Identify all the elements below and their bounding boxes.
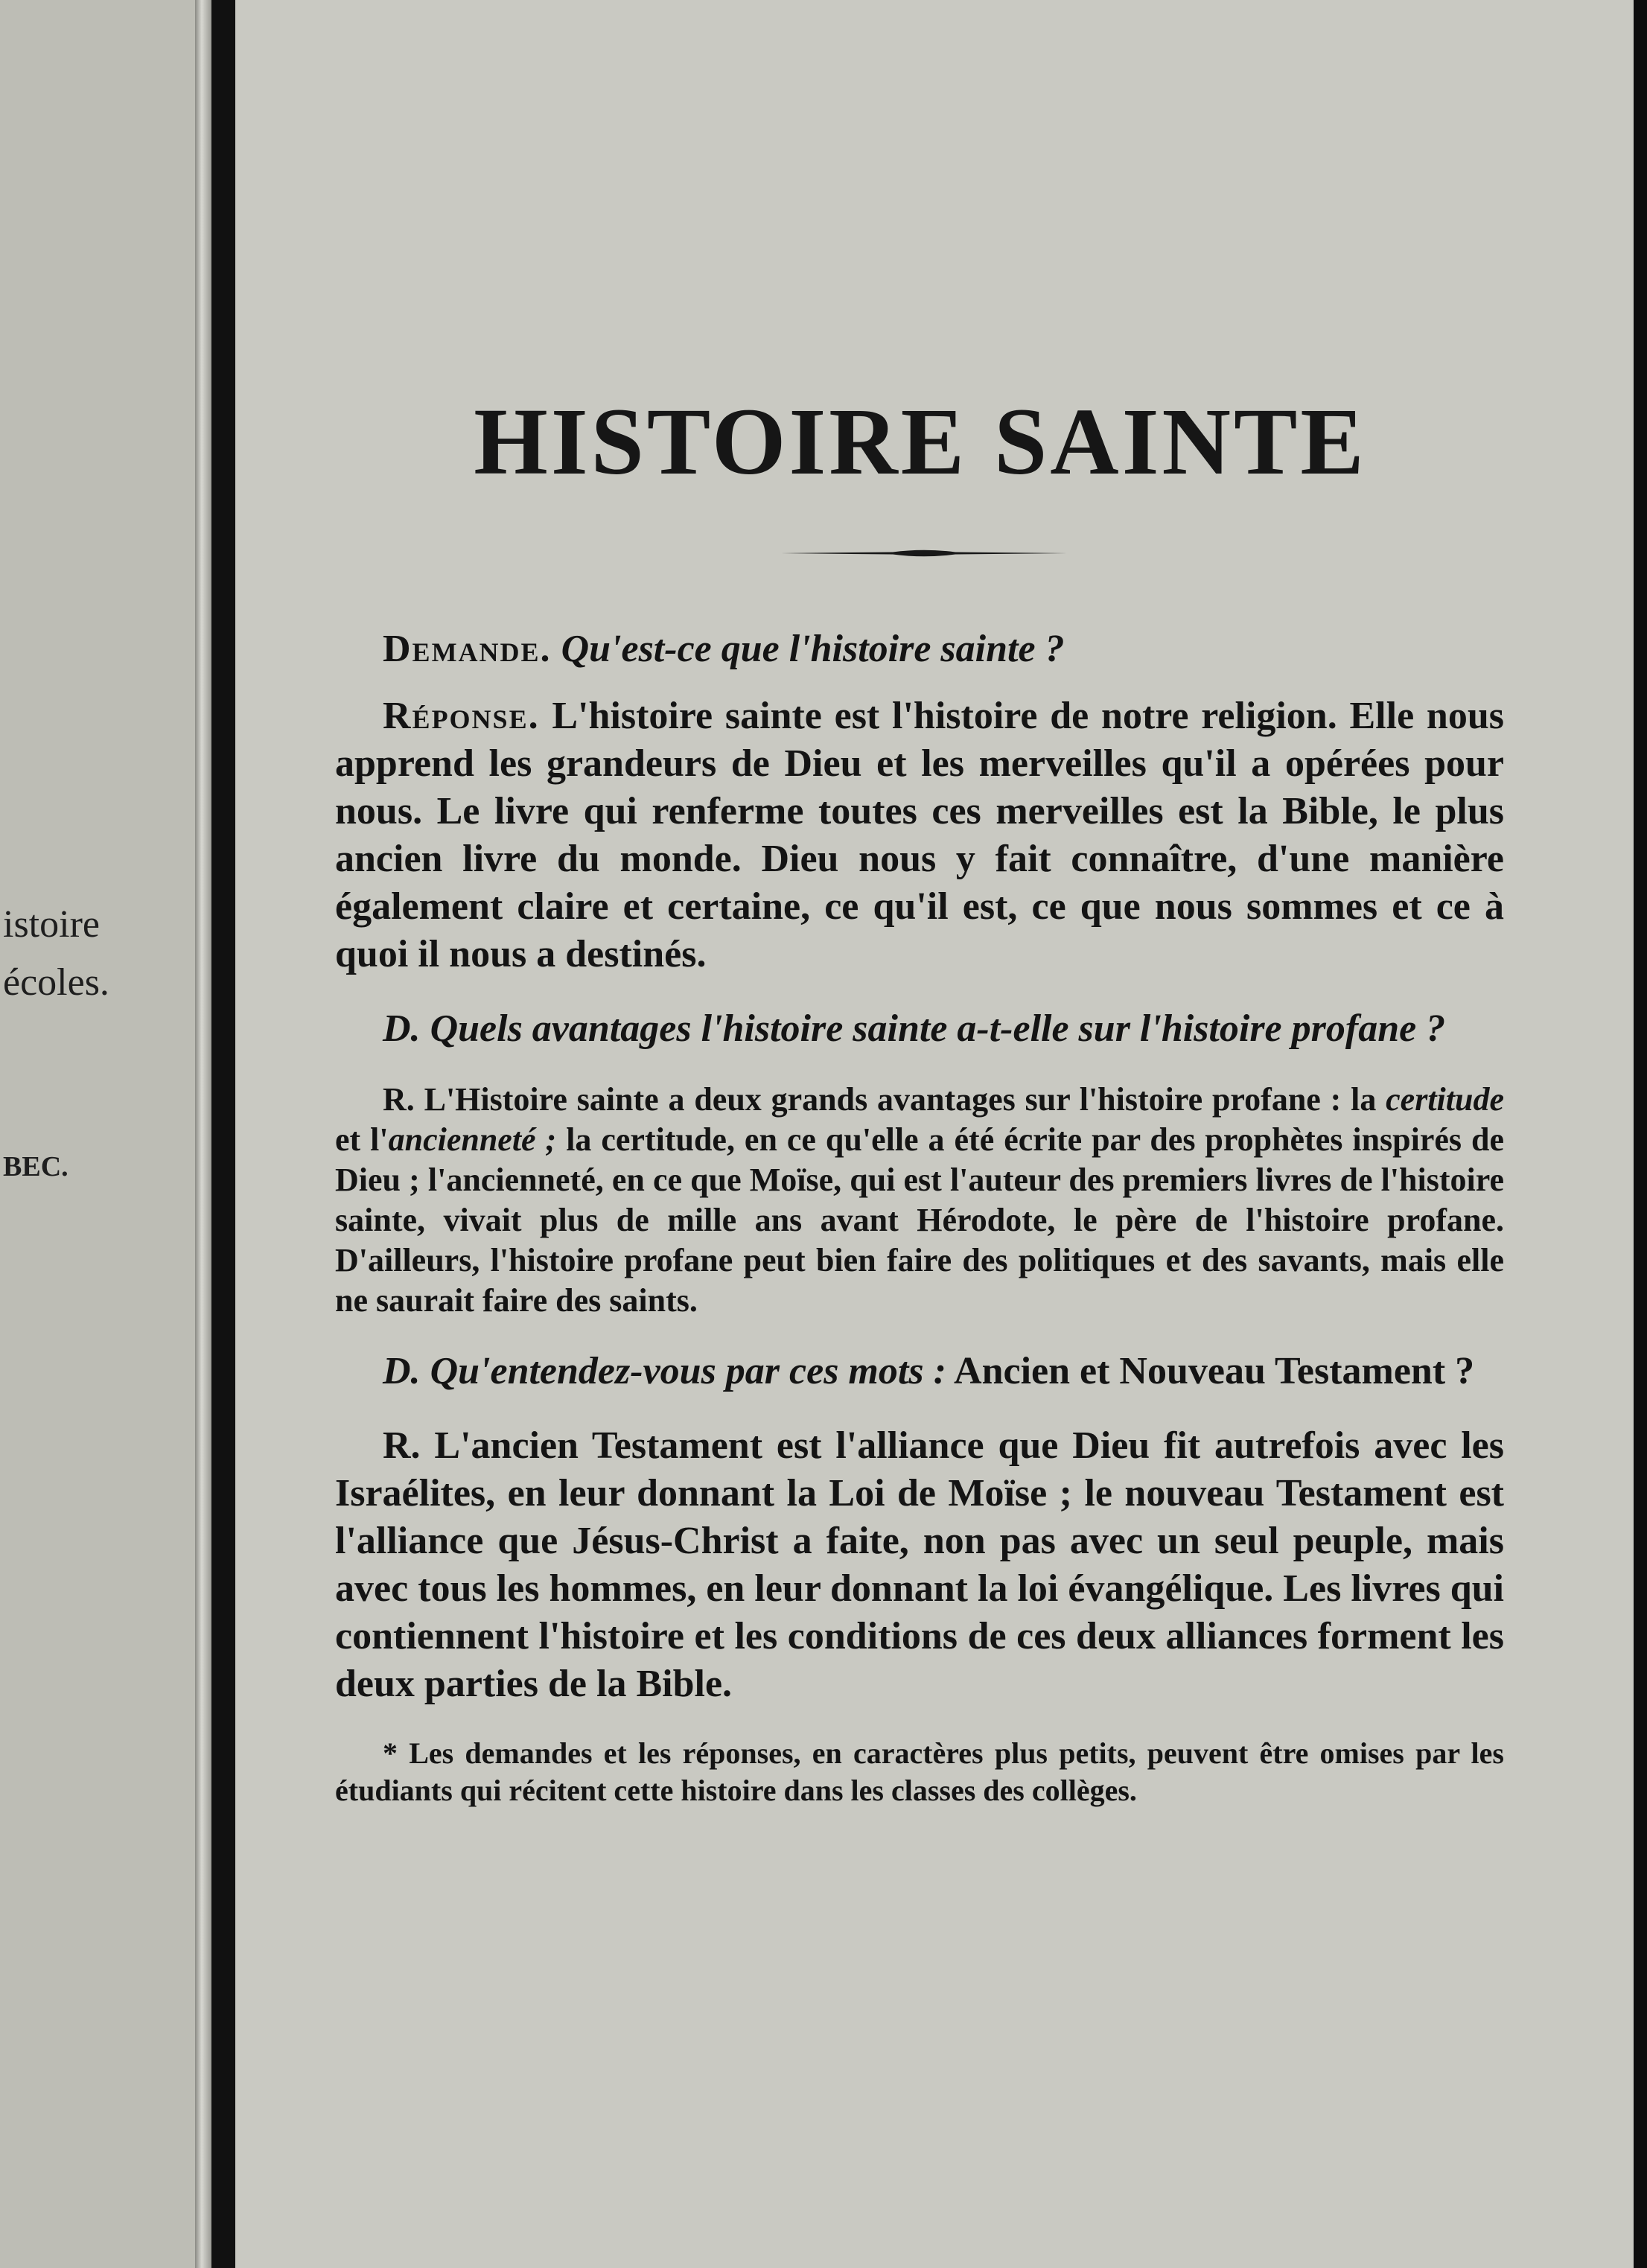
answer-text: L'Histoire sainte a deux grands avantages sur l'histoire profane : la — [424, 1081, 1377, 1118]
question-label: D. — [383, 1350, 421, 1392]
question-1 — [335, 625, 1504, 673]
question-text: Qu'est-ce que l'histoire sainte ? — [561, 628, 1065, 670]
question-text-roman: Ancien et Nouveau Testament ? — [954, 1350, 1475, 1392]
question-text: Qu'entendez-vous par ces mots : — [430, 1350, 946, 1392]
answer-text: L'histoire sainte est l'histoire de notre religion. Elle nous apprend les grandeurs de Dieu et les merveilles qu'il a opérées pour nous. Le livre qui renferme toutes ces merveilles est la Bible, le plus ancien livre du monde. Dieu nous y fait connaître, d'une manière également claire et certaine, ce qu'il est, ce que nous sommes et ce à quoi il nous a destinés. — [335, 695, 1504, 975]
left-page-text: BEC. — [3, 1151, 69, 1182]
question-text: Quels avantages l'histoire sainte a-t-elle sur l'histoire profane ? — [430, 1007, 1446, 1050]
page-title: HISTOIRE SAINTE — [474, 389, 1367, 494]
left-page-text: istoire — [3, 903, 100, 946]
answer-term: ancienneté ; — [388, 1121, 557, 1158]
text-column — [335, 625, 1504, 1809]
title-rule-ornament — [781, 548, 1067, 558]
question-2 — [335, 1005, 1504, 1053]
answer-2 — [335, 1080, 1504, 1321]
left-page-text: écoles. — [3, 961, 109, 1004]
answer-term: certitude — [1386, 1081, 1504, 1118]
answer-text: la certitude, en ce qu'elle a été écrite par des prophètes inspirés de Dieu ; l'ancienneté, en ce que Moïse, qui est l'auteur des premiers livres de l'histoire sainte, vivait plus de mille ans avant Hérodote, le père de l'histoire profane. D'ailleurs, l'histoire profane peut bien faire des politiques et des savants, mais elle ne saurait faire des saints. — [335, 1121, 1505, 1319]
footnote: * Les demandes et les réponses, en caractères plus petits, peuvent être omises par les étudiants qui récitent cette histoire dans les classes des collèges. — [335, 1736, 1504, 1807]
answer-3 — [335, 1422, 1504, 1708]
answer-text: et l' — [335, 1121, 389, 1158]
answer-label: Réponse. — [383, 695, 540, 737]
scan-border — [1634, 0, 1647, 2268]
answer-label: R. — [383, 1081, 415, 1118]
answer-text: L'ancien Testament est l'alliance que Dieu fit autrefois avec les Israélites, en leur donnant la Loi de Moïse ; le nouveau Testament est l'alliance que Jésus-Christ a faite, non pas avec un seul peuple, mais avec tous les hommes, en leur donnant la loi évangélique. Les livres qui contiennent l'histoire et les conditions de ces deux alliances forment les deux parties de la Bible. — [335, 1424, 1504, 1705]
answer-1 — [335, 692, 1504, 978]
book-page — [235, 0, 1647, 2268]
left-page-fragment — [0, 0, 200, 2268]
page-edge — [195, 0, 211, 2268]
question-label: Demande. — [383, 628, 552, 670]
book-gutter — [211, 0, 235, 2268]
answer-label: R. — [383, 1424, 421, 1467]
question-3 — [335, 1348, 1504, 1395]
question-label: D. — [383, 1007, 421, 1050]
